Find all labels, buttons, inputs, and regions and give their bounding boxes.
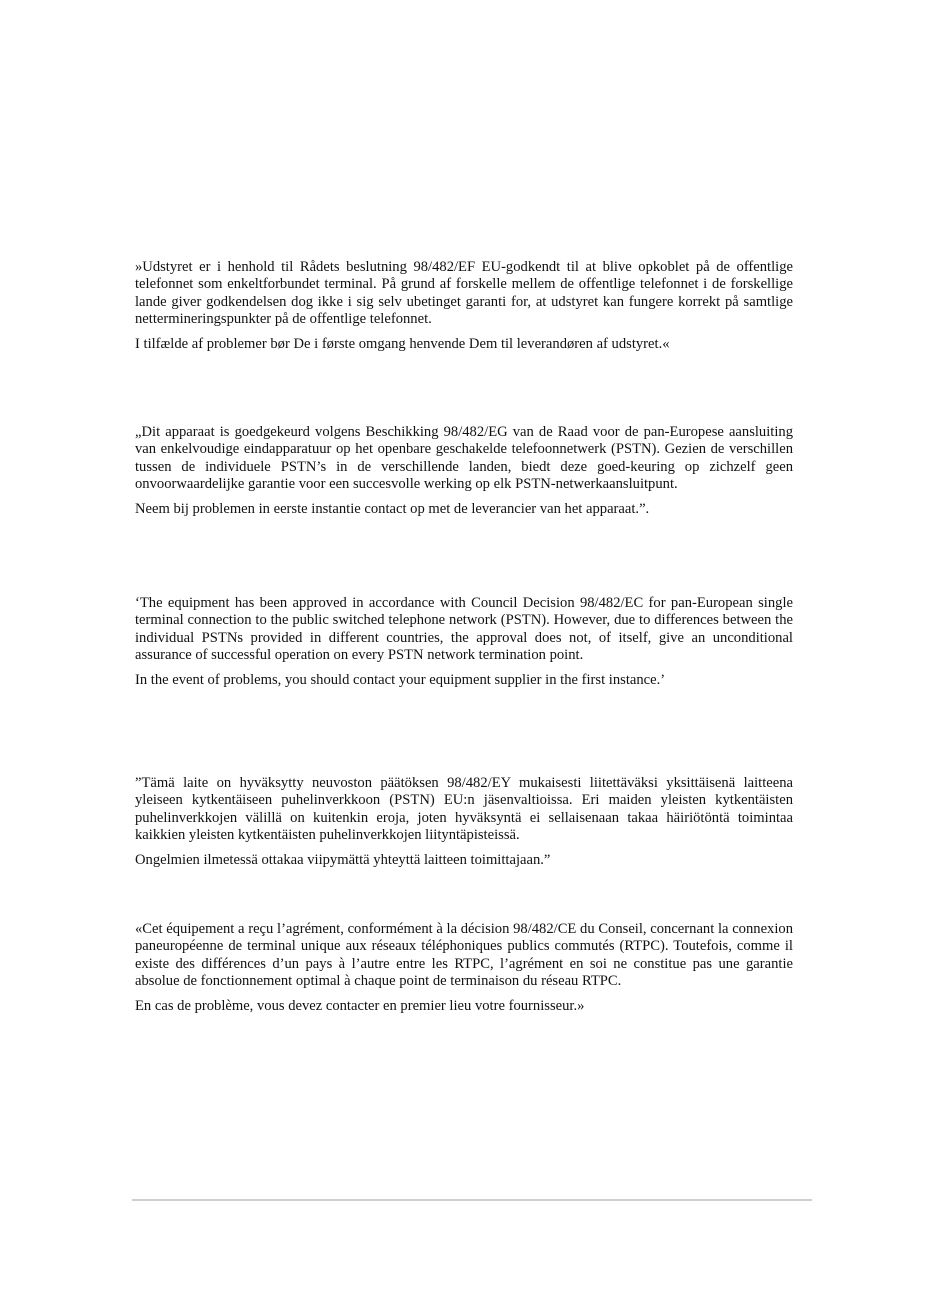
declaration-french-contact: En cas de problème, vous devez contacter en premier lieu votre fournisseur.»: [135, 997, 585, 1014]
declaration-dutch-body: „Dit apparaat is goedgekeurd volgens Beschikking 98/482/EG van de Raad voor de pan-Europese aansluiting van enkelvoudige eindapparatuur op het openbare geschakelde telefoonnetwerk (PSTN). Gezien de verschillen tussen de individuele PSTN’s in de verschillende landen, biedt deze goed-keuring op zichzelf geen onvoorwaardelijke garantie voor een succesvolle werking op elk PSTN-netwerkaansluitpunt.: [135, 424, 793, 493]
declaration-finnish: [135, 775, 793, 869]
declaration-danish-body: »Udstyret er i henhold til Rådets beslutning 98/482/EF EU-godkendt til at blive opkoblet på de offentlige telefonnet som enkeltforbundet terminal. På grund af forskelle mellem de offentlige telefonnet i de forskellige lande giver godkendelsen dog ikke i sig selv ubetinget garanti for, at udstyret kan fungere korrekt på samtlige nettermineringspunkter på de offentlige telefonnet.: [135, 259, 793, 328]
declaration-finnish-body: ”Tämä laite on hyväksytty neuvoston päätöksen 98/482/EY mukaisesti liitettäväksi yksittäisenä laitteena yleiseen kytkentäiseen puhelinverkkoon (PSTN) EU:n jäsenvaltioissa. Eri maiden yleisten kytkentäisten puhelinverkkojen välillä on kuitenkin eroja, joten hyväksyntä ei sellaisenaan takaa häiriötöntä toimintaa kaikkien yleisten kytkentäisten puhelinverkkojen liityntäpisteissä.: [135, 775, 793, 844]
declaration-danish-contact: I tilfælde af problemer bør De i første omgang henvende Dem til leverandøren af udstyret.«: [135, 335, 670, 352]
declaration-french: [135, 921, 793, 1015]
declaration-french-body: «Cet équipement a reçu l’agrément, conformément à la décision 98/482/CE du Conseil, concernant la connexion paneuropéenne de terminal unique aux réseaux téléphoniques publics commutés (RTPC). Toutefois, comme il existe des différences d’un pays à l’autre entre les RTPC, l’agrément en soi ne constitue pas une garantie absolue de fonctionnement optimal à chaque point de terminaison du réseau RTPC.: [135, 921, 793, 990]
declaration-dutch-contact: Neem bij problemen in eerste instantie contact op met de leverancier van het apparaat.”.: [135, 500, 650, 517]
declaration-finnish-contact: Ongelmien ilmetessä ottakaa viipymättä yhteyttä laitteen toimittajaan.”: [135, 851, 551, 868]
declaration-english: [135, 595, 793, 689]
declaration-danish: [135, 259, 793, 353]
declaration-english-body: ‘The equipment has been approved in accordance with Council Decision 98/482/EC for pan-European single terminal connection to the public switched telephone network (PSTN). However, due to differences between the individual PSTNs provided in different countries, the approval does not, of itself, give an unconditional assurance of successful operation on every PSTN network termination point.: [135, 595, 793, 664]
footer-divider: [132, 1199, 812, 1201]
declaration-english-contact: In the event of problems, you should contact your equipment supplier in the first instance.’: [135, 671, 666, 688]
declaration-dutch: [135, 424, 793, 518]
